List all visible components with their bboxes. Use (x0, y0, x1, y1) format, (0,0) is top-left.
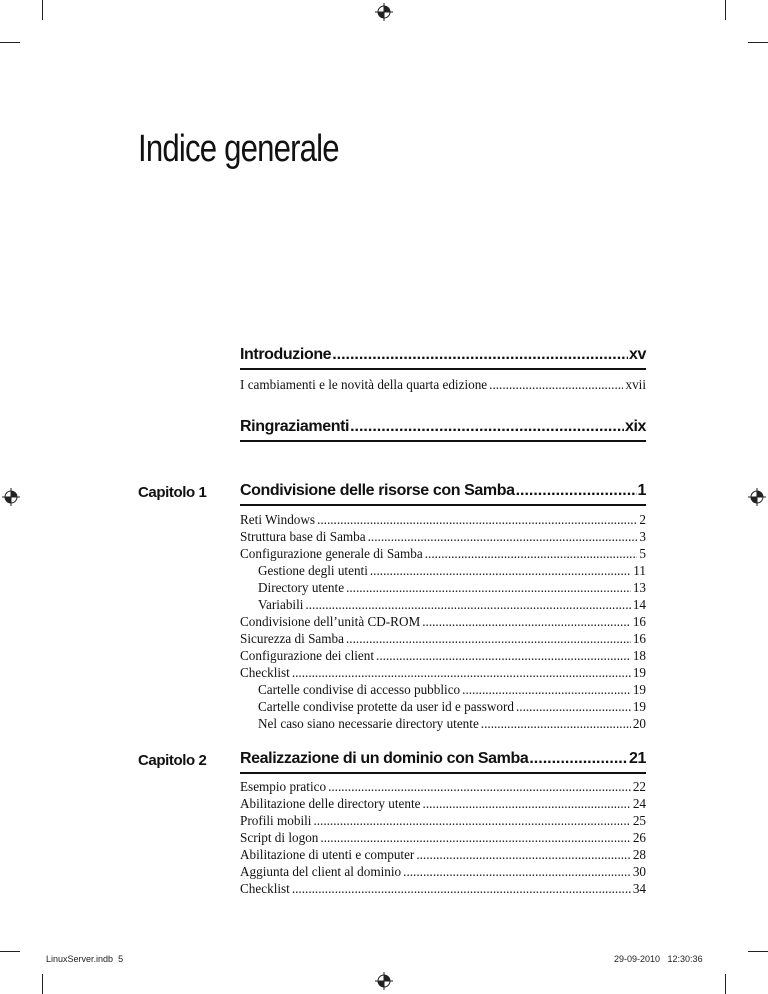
toc-entry[interactable] (240, 647, 646, 664)
toc-heading-label: Ringraziamenti (240, 418, 350, 435)
toc-entry[interactable] (240, 863, 646, 880)
leader-dots (462, 681, 631, 698)
toc-page-number: xvii (625, 377, 646, 392)
toc-entry-label: Reti Windows (240, 512, 316, 527)
toc-entry-label: Struttura base di Samba (240, 529, 366, 544)
leader-dots (529, 750, 628, 768)
toc-page-number: xv (629, 346, 646, 363)
leader-dots (328, 778, 631, 795)
toc-page-number: 14 (632, 597, 646, 612)
toc-entry-label: Abilitazione di utenti e computer (240, 847, 415, 862)
toc-entry[interactable] (240, 778, 646, 795)
leader-dots (422, 613, 631, 630)
toc-entry[interactable] (240, 812, 646, 829)
toc-entry-label: Directory utente (258, 580, 345, 595)
toc-entry[interactable] (240, 511, 646, 528)
leader-dots (346, 579, 631, 596)
registration-mark-icon (748, 488, 766, 506)
toc-entry[interactable] (240, 664, 646, 681)
leader-dots (425, 545, 638, 562)
leader-dots (403, 863, 631, 880)
leader-dots (416, 846, 630, 863)
leader-dots (332, 346, 628, 364)
leader-dots (370, 562, 631, 579)
toc-entry[interactable] (240, 880, 646, 897)
toc-page-number: 30 (632, 864, 646, 879)
toc-page-number: 16 (632, 631, 646, 646)
toc-heading-introduzione[interactable] (240, 346, 646, 364)
toc-page-number: 24 (632, 796, 646, 811)
toc-entry[interactable] (240, 376, 646, 393)
toc-chapter-2-title[interactable] (240, 750, 646, 768)
toc-entry-label: Esempio pratico (240, 779, 327, 794)
crop-mark (725, 0, 726, 20)
leader-dots (376, 647, 631, 664)
leader-dots (305, 596, 630, 613)
heading-rule (240, 504, 646, 506)
toc-page-number: xix (624, 418, 646, 435)
toc-entry-label: Cartelle condivise protette da user id e password (258, 699, 514, 714)
crop-mark (748, 42, 768, 43)
toc-entry-label: Sicurezza di Samba (240, 631, 344, 646)
toc-heading-label: Realizzazione di un dominio con Samba (240, 750, 529, 767)
slug-filename (46, 954, 123, 964)
chapter-label: Capitolo 1 (138, 484, 207, 501)
toc-page-number: 19 (632, 665, 646, 680)
toc-page-number: 19 (632, 682, 646, 697)
toc-page-number: 3 (639, 529, 646, 544)
registration-mark-icon (375, 972, 393, 990)
chapter-label: Capitolo 2 (138, 752, 207, 769)
toc-subentry[interactable] (258, 579, 646, 596)
toc-page-number: 2 (639, 512, 646, 527)
crop-mark (748, 951, 768, 952)
crop-mark (42, 0, 43, 20)
leader-dots (481, 715, 631, 732)
toc-chapter-1-title[interactable] (240, 482, 646, 500)
toc-page-number: 1 (637, 482, 646, 499)
leader-dots (368, 528, 638, 545)
toc-entry[interactable] (240, 795, 646, 812)
toc-page-number: 5 (639, 546, 646, 561)
toc-subentry[interactable] (258, 562, 646, 579)
toc-subentry[interactable] (258, 681, 646, 698)
registration-mark-icon (2, 488, 20, 506)
toc-entry-label: Profili mobili (240, 813, 312, 828)
heading-rule (240, 440, 646, 442)
leader-dots (346, 630, 631, 647)
toc-entry-label: Checklist (240, 665, 290, 680)
leader-dots (320, 829, 630, 846)
toc-subentry[interactable] (258, 715, 646, 732)
heading-rule (240, 368, 646, 370)
toc-entry-label: Abilitazione delle directory utente (240, 796, 421, 811)
toc-entry-label: Variabili (258, 597, 304, 612)
toc-entry-label: Aggiunta del client al dominio (240, 864, 402, 879)
registration-mark-icon (375, 3, 393, 21)
leader-dots (350, 418, 624, 436)
toc-entry-label: Gestione degli utenti (258, 563, 368, 578)
toc-subentry[interactable] (258, 596, 646, 613)
leader-dots (313, 812, 630, 829)
slug-timestamp: 29-09-2010 12:30:36 (614, 954, 703, 964)
toc-entry-label: Configurazione dei client (240, 648, 375, 663)
toc-page-number: 25 (632, 813, 646, 828)
toc-entry-label: Cartelle condivise di accesso pubblico (258, 682, 461, 697)
slug-file: LinuxServer.indb (46, 954, 114, 964)
toc-page-number: 34 (632, 881, 646, 896)
toc-page-number: 18 (632, 648, 646, 663)
page-title: Indice generale (138, 128, 339, 170)
toc-entry-label: Nel caso siano necessarie directory utente (258, 716, 479, 731)
crop-mark (0, 951, 20, 952)
slug-page: 5 (118, 954, 124, 964)
toc-page-number: 28 (632, 847, 646, 862)
crop-mark (725, 974, 726, 994)
toc-entry[interactable] (240, 630, 646, 647)
toc-entry-label: Checklist (240, 881, 290, 896)
toc-page-number: 16 (632, 614, 646, 629)
leader-dots (423, 795, 631, 812)
leader-dots (516, 482, 637, 500)
toc-page-number: 26 (632, 830, 646, 845)
leader-dots (292, 880, 631, 897)
leader-dots (317, 511, 637, 528)
leader-dots (489, 376, 623, 393)
crop-mark (42, 974, 43, 994)
toc-entry-label: Configurazione generale di Samba (240, 546, 423, 561)
toc-page-number: 11 (633, 563, 646, 578)
toc-page-number: 19 (632, 699, 646, 714)
toc-entry-label: Condivisione dell’unità CD-ROM (240, 614, 421, 629)
toc-heading-ringraziamenti[interactable] (240, 418, 646, 436)
toc-subentry[interactable] (258, 698, 646, 715)
toc-entry-label: Script di logon (240, 830, 319, 845)
toc-page-number: 22 (632, 779, 646, 794)
toc-heading-label: Condivisione delle risorse con Samba (240, 482, 515, 499)
toc-entry[interactable] (240, 545, 646, 562)
toc-entry[interactable] (240, 846, 646, 863)
crop-mark (0, 42, 20, 43)
toc-page-number: 21 (629, 750, 646, 767)
toc-entry-label: I cambiamenti e le novità della quarta edizione (240, 377, 488, 392)
heading-rule (240, 772, 646, 774)
toc-entry[interactable] (240, 528, 646, 545)
toc-entry[interactable] (240, 613, 646, 630)
toc-page-number: 20 (632, 716, 646, 731)
toc-heading-label: Introduzione (240, 346, 332, 363)
leader-dots (292, 664, 631, 681)
toc-entry[interactable] (240, 829, 646, 846)
leader-dots (516, 698, 631, 715)
toc-page-number: 13 (632, 580, 646, 595)
